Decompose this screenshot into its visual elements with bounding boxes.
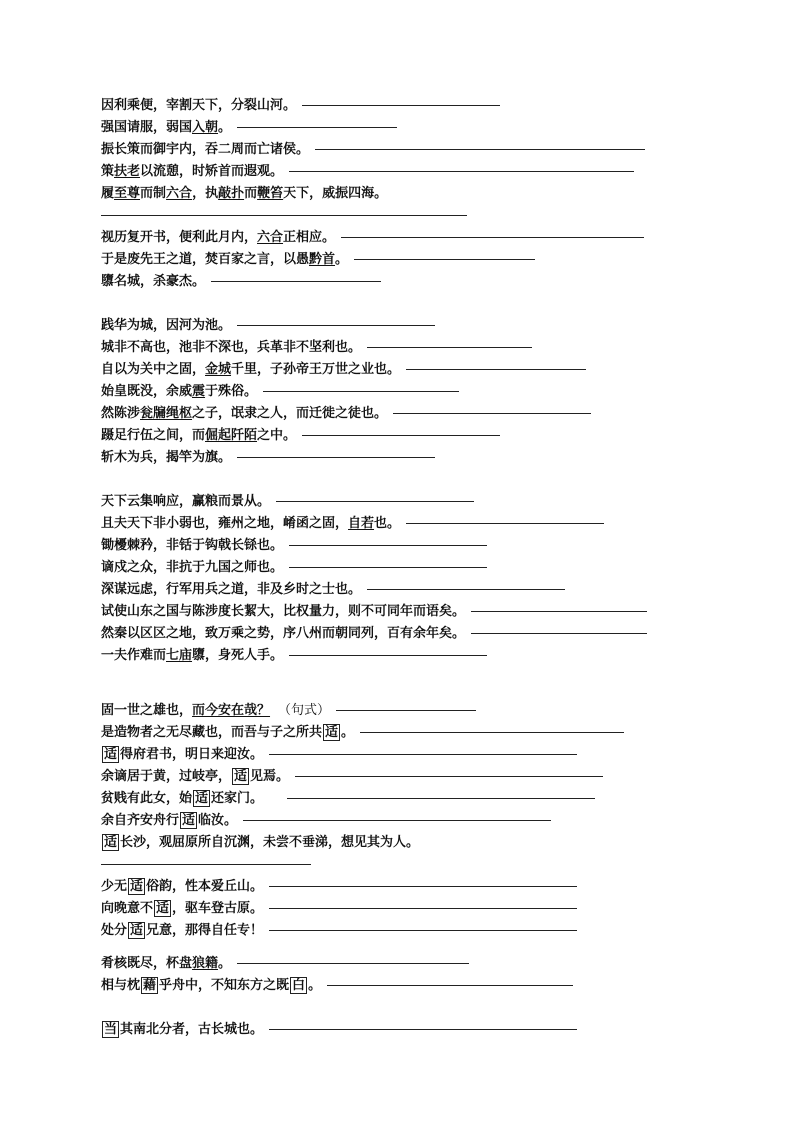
sentence-text: 向晚意不 适 ，驱车登古原。	[101, 901, 264, 916]
sentence-line: 因利乘便，宰割天下，分裂山河。	[101, 95, 500, 117]
answer-blank[interactable]	[360, 732, 624, 733]
sentence-line: 天下云集响应，赢粮而景从。	[101, 491, 474, 513]
sentence-text: 履至尊而制六合，执敲扑而鞭笞天下，威振四海。	[101, 186, 388, 201]
answer-blank[interactable]	[289, 545, 487, 546]
sentence-line	[101, 1019, 577, 1041]
sentence-text: 贫贱有此女，始 适 还家门。	[101, 791, 264, 806]
sentence-text: 于是废先王之道，焚百家之言，以愚黔首。	[101, 252, 349, 267]
sentence-text: 始皇既没，余威震于殊俗。	[101, 384, 258, 399]
answer-blank[interactable]	[336, 710, 476, 711]
answer-blank[interactable]	[289, 171, 634, 172]
sentence-line	[101, 645, 487, 667]
sentence-line: 深谋远虑，行军用兵之道，非及乡时之士也。	[101, 579, 565, 601]
answer-blank[interactable]	[269, 930, 577, 931]
sentence-line	[101, 425, 500, 447]
answer-blank[interactable]	[289, 567, 487, 568]
answer-blank[interactable]	[101, 215, 467, 216]
sentence-line	[101, 876, 577, 898]
answer-blank[interactable]	[295, 776, 603, 777]
answer-blank[interactable]	[269, 908, 577, 909]
answer-blank[interactable]	[237, 127, 397, 128]
answer-blank[interactable]	[276, 501, 474, 502]
sentence-line	[101, 832, 419, 854]
answer-blank[interactable]	[315, 149, 645, 150]
answer-blank[interactable]	[327, 985, 573, 986]
sentence-text: 适 长沙，观屈原所自沉渊，未尝不垂涕，想见其为人。	[104, 835, 420, 850]
sentence-line	[101, 205, 467, 227]
sentence-line	[101, 744, 577, 766]
answer-blank[interactable]	[406, 369, 586, 370]
sentence-line	[101, 359, 586, 381]
answer-blank[interactable]	[269, 1029, 577, 1030]
sentence-line	[101, 513, 604, 535]
sentence-line: 锄櫌棘矜，非铦于钩戟长铩也。	[101, 535, 487, 557]
sentence-line	[101, 854, 311, 876]
sentence-text: 余自齐安舟行 适 临汝。	[101, 813, 238, 828]
sentence-text: 少无 适 俗韵，性本爱丘山。	[101, 879, 264, 894]
answer-blank[interactable]	[367, 347, 532, 348]
sentence-line: 然秦以区区之地，致万乘之势，序八州而朝同列，百有余年矣。	[101, 623, 647, 645]
sentence-line	[101, 161, 634, 183]
sentence-text: 处分 适 兄意，那得自任专！	[101, 923, 264, 938]
sentence-text: 一夫作难而七庙隳，身死人手。	[101, 648, 284, 663]
sentence-line	[101, 953, 469, 975]
sentence-line	[101, 722, 624, 744]
sentence-text: 是造物者之无尽藏也，而吾与子之所共 适 。	[101, 725, 355, 740]
sentence-line: 城非不高也，池非不深也，兵革非不坚利也。	[101, 337, 532, 359]
sentence-line: 谪戍之众，非抗于九国之师也。	[101, 557, 487, 579]
sentence-line	[101, 788, 595, 810]
answer-blank[interactable]	[393, 413, 591, 414]
sentence-line: 斩木为兵，揭竿为旗。	[101, 447, 435, 469]
sentence-text: 且夫天下非小弱也，雍州之地，崤函之固，自若也。	[101, 516, 401, 531]
sentence-line	[101, 227, 644, 249]
answer-blank[interactable]	[302, 105, 500, 106]
sentence-line	[101, 920, 577, 942]
sentence-text: 然陈涉瓮牖绳枢之子，氓隶之人，而迁徙之徒也。	[101, 406, 388, 421]
sentence-line	[101, 183, 387, 205]
sentence-text: 视历复开书，便利此月内，六合正相应。	[101, 230, 336, 245]
sentence-note: （句式）	[278, 703, 331, 718]
sentence-text: 蹑足行伍之间，而倔起阡陌之中。	[101, 428, 297, 443]
sentence-text: 强国请服，弱国入朝。	[101, 120, 232, 135]
sentence-text: 固一世之雄也，而今安在哉？	[101, 703, 271, 718]
answer-blank[interactable]	[243, 820, 551, 821]
answer-blank[interactable]	[237, 963, 469, 964]
sentence-line: 试使山东之国与陈涉度长絜大，比权量力，则不可同年而语矣。	[101, 601, 647, 623]
answer-blank[interactable]	[237, 325, 435, 326]
answer-blank[interactable]	[367, 589, 565, 590]
sentence-text: 肴核既尽，杯盘狼籍。	[101, 956, 232, 971]
answer-blank[interactable]	[269, 886, 577, 887]
sentence-line	[101, 810, 551, 832]
sentence-text: 适 得府君书，明日来迎汝。	[104, 747, 264, 762]
sentence-line	[101, 975, 573, 997]
sentence-line: 践华为城，因河为池。	[101, 315, 435, 337]
sentence-text: 余谪居于黄，过岐亭， 适 见焉。	[101, 769, 290, 784]
sentence-text: 当 其南北分者，古长城也。	[104, 1022, 264, 1037]
sentence-line	[101, 700, 476, 722]
sentence-text: 自以为关中之固，金城千里，子孙帝王万世之业也。	[101, 362, 401, 377]
answer-blank[interactable]	[211, 281, 381, 282]
answer-blank[interactable]	[237, 457, 435, 458]
sentence-text: 策扶老以流憩，时矫首而遐观。	[101, 164, 284, 179]
sentence-line: 隳名城，杀豪杰。	[101, 271, 381, 293]
answer-blank[interactable]	[101, 864, 311, 865]
sentence-text: 相与枕 藉 乎舟中，不知东方之既 白 。	[101, 978, 322, 993]
answer-blank[interactable]	[287, 798, 595, 799]
answer-blank[interactable]	[269, 754, 577, 755]
sentence-line	[101, 898, 577, 920]
sentence-line	[101, 117, 397, 139]
answer-blank[interactable]	[341, 237, 644, 238]
answer-blank[interactable]	[263, 391, 459, 392]
answer-blank[interactable]	[354, 259, 535, 260]
sentence-line	[101, 381, 459, 403]
sentence-line: 振长策而御宇内，吞二周而亡诸侯。	[101, 139, 645, 161]
answer-blank[interactable]	[289, 655, 487, 656]
answer-blank[interactable]	[406, 523, 604, 524]
answer-blank[interactable]	[471, 611, 647, 612]
sentence-line	[101, 403, 591, 425]
answer-blank[interactable]	[302, 435, 500, 436]
answer-blank[interactable]	[471, 633, 647, 634]
sentence-line	[101, 766, 603, 788]
sentence-line	[101, 249, 535, 271]
